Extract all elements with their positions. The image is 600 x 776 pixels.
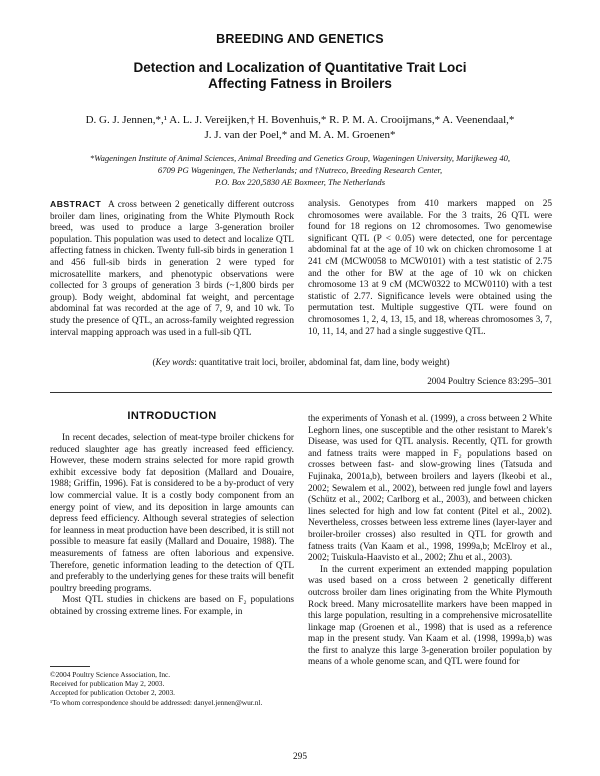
footnote-correspondence: ¹To whom correspondence should be addressed: danyel.jennen@wur.nl. (50, 697, 263, 707)
right-paragraph-2: In the current experiment an extended mapping population was used based on a cross between 2 genetically different outcross broiler dam lines originating from the White Plymouth Rock breed. Many microsatellite markers have been mapped in this large population, resulting in a comprehensive microsatellite linkage map (Groenen et al., 1998) that is used as a reference map in the present study. Van Kaam et al. (1998, 1999a,b) was the first to analyze this large 3-generation broiler population by means of a whole genome scan, and QTL were found for (308, 564, 552, 668)
footnote-accepted: Accepted for publication October 2, 2003. (50, 688, 175, 698)
footnote-rule (50, 666, 90, 667)
right-paragraph-1: the experiments of Yonash et al. (1999), a cross between 2 White Leghorn lines, one susceptible and the other resistant to Marek’s Disease, was used for QTL analysis. Recently, QTL for growth and fatness traits were mapped in F₂ populations based on crosses between fast- and slow-growing lines (Tatsuda and Fujinaka, 2001a,b), between broilers and layers (Ikeobi et al., 2002; Sewalem et al., 2002), between red jungle fowl and layers (Schütz et al., 2002; Carlborg et al., 2003), and between chicken lines selected for high and low fat content (Pitel et al., 2002). Nevertheless, crosses between less extreme lines (layer-layer and broiler-broiler crosses) also resulted in QTL for growth and fatness traits (Van Kaam et al., 1998, 1999a,b; McElroy et al., 2002; Tuiskula-Haavisto et al., 2002; Zhu et al., 2003). (308, 414, 552, 564)
keywords-text: : quantitative trait loci, broiler, abdominal fat, dam line, body weight) (194, 357, 450, 367)
title-line-2: Affecting Fatness in Broilers (208, 76, 392, 91)
body-right-column (308, 414, 552, 669)
footnote-copyright: ©2004 Poultry Science Association, Inc. (50, 670, 171, 679)
affiliations (40, 152, 560, 188)
intro-paragraph-1: In recent decades, selection of meat-type broiler chickens for reduced slaughter age has greatly increased feed efficiency. However, these modern strains selected for more rapid growth exhibit excessive body fat deposition (Mallard and Douaire, 1988; Griffin, 1996). Fat is considered to be a by-product of very low commercial value. It is a costly body component from an energy point of view, and its deposition in large amounts can depress feed efficiency. Although several strategies of selection for leanness in meat production have been described, it is still not possible to measure fat easily (Mallard and Douaire, 1988). The measurements of fatness are often laborious and expensive. Therefore, genetic information leading to the detection of QTL and preferably to the underlying genes for these traits will benefit poultry breeding programs. (50, 433, 294, 594)
section-heading: BREEDING AND GENETICS (216, 32, 384, 46)
authors-line-2: J. J. van der Poel,* and M. A. M. Groenen* (204, 129, 396, 141)
footnote-received: Received for publication May 2, 2003. (50, 679, 165, 689)
affiliation-line-2: 6709 PG Wageningen, The Netherlands; and †Nutreco, Breeding Research Center, (157, 165, 443, 175)
abstract-text-left: A cross between 2 genetically different outcross broiler dam lines, originating from the White Plymouth Rock breed, was used to produce a large 3-generation broiler population. This population was used to detect and localize QTL affecting fatness in chicken. Twenty full-sib birds in generation 1 and 456 full-sib birds in generation 2 were typed for microsatellite markers, and phenotypic observations were collected for 3 groups of generation 3 birds (~1,800 birds per group). Body weight, abdominal fat weight, and percentage abdominal fat was recorded at the age of 7, 9, and 10 wk. To study the presence of QTL, an across-family weighted regression interval mapping approach was used in a full-sib QTL (50, 200, 294, 338)
abstract-text-right: analysis. Genotypes from 410 markers mapped on 25 chromosomes were available. For the 3 traits, 26 QTL were found for 18 regions on 12 chromosomes. Two genomewise significant QTL (P < 0.05) were detected, one for percentage abdominal fat at the age of 10 wk on chicken chromosome 1 at 241 cM (MCW0058 to MCW0101) with a test statistic of 2.75 and the other for BW at the age of 10 wk on chicken chromosome 13 at 9 cM (MCW0322 to MCW0110) with a test statistic of 2.77. Significance levels were obtained using the permutation test. Multiple suggestive QTL were found on chromosomes 1, 2, 4, 13, 15, and 18, whereas chromosomes 3, 7, 10, 11, 14, and 27 had a single suggestive QTL. (308, 199, 552, 337)
footnotes (50, 670, 294, 707)
paper-title (60, 60, 540, 92)
affiliation-line-3: P.O. Box 220,5830 AE Boxmeer, The Netherlands (214, 177, 386, 187)
title-line-1: Detection and Localization of Quantitative Trait Loci (133, 60, 467, 75)
abstract-left-column (50, 199, 294, 339)
section-divider (50, 392, 552, 393)
body-left-column (50, 433, 294, 619)
page-number: 295 (293, 752, 307, 762)
abstract-label: ABSTRACT (50, 199, 102, 209)
introduction-heading: INTRODUCTION (127, 410, 217, 422)
journal-citation: 2004 Poultry Science 83:295–301 (427, 376, 552, 386)
affiliation-line-1: *Wageningen Institute of Animal Sciences, Animal Breeding and Genetics Group, Wageningen University, Marijkeweg 40, (89, 153, 511, 163)
abstract-right-column (308, 199, 552, 338)
author-list (40, 113, 560, 143)
intro-paragraph-2: Most QTL studies in chickens are based on F₂ populations obtained by crossing extreme lines. For example, in (50, 595, 294, 617)
authors-line-1: D. G. J. Jennen,*,¹ A. L. J. Vereijken,† H. Bovenhuis,* R. P. M. A. Crooijmans,* A. Veenendaal,* (85, 114, 515, 126)
keywords: (Key words: quantitative trait loci, broiler, abdominal fat, dam line, body weight) (152, 357, 450, 367)
keywords-label: Key words (155, 357, 195, 367)
